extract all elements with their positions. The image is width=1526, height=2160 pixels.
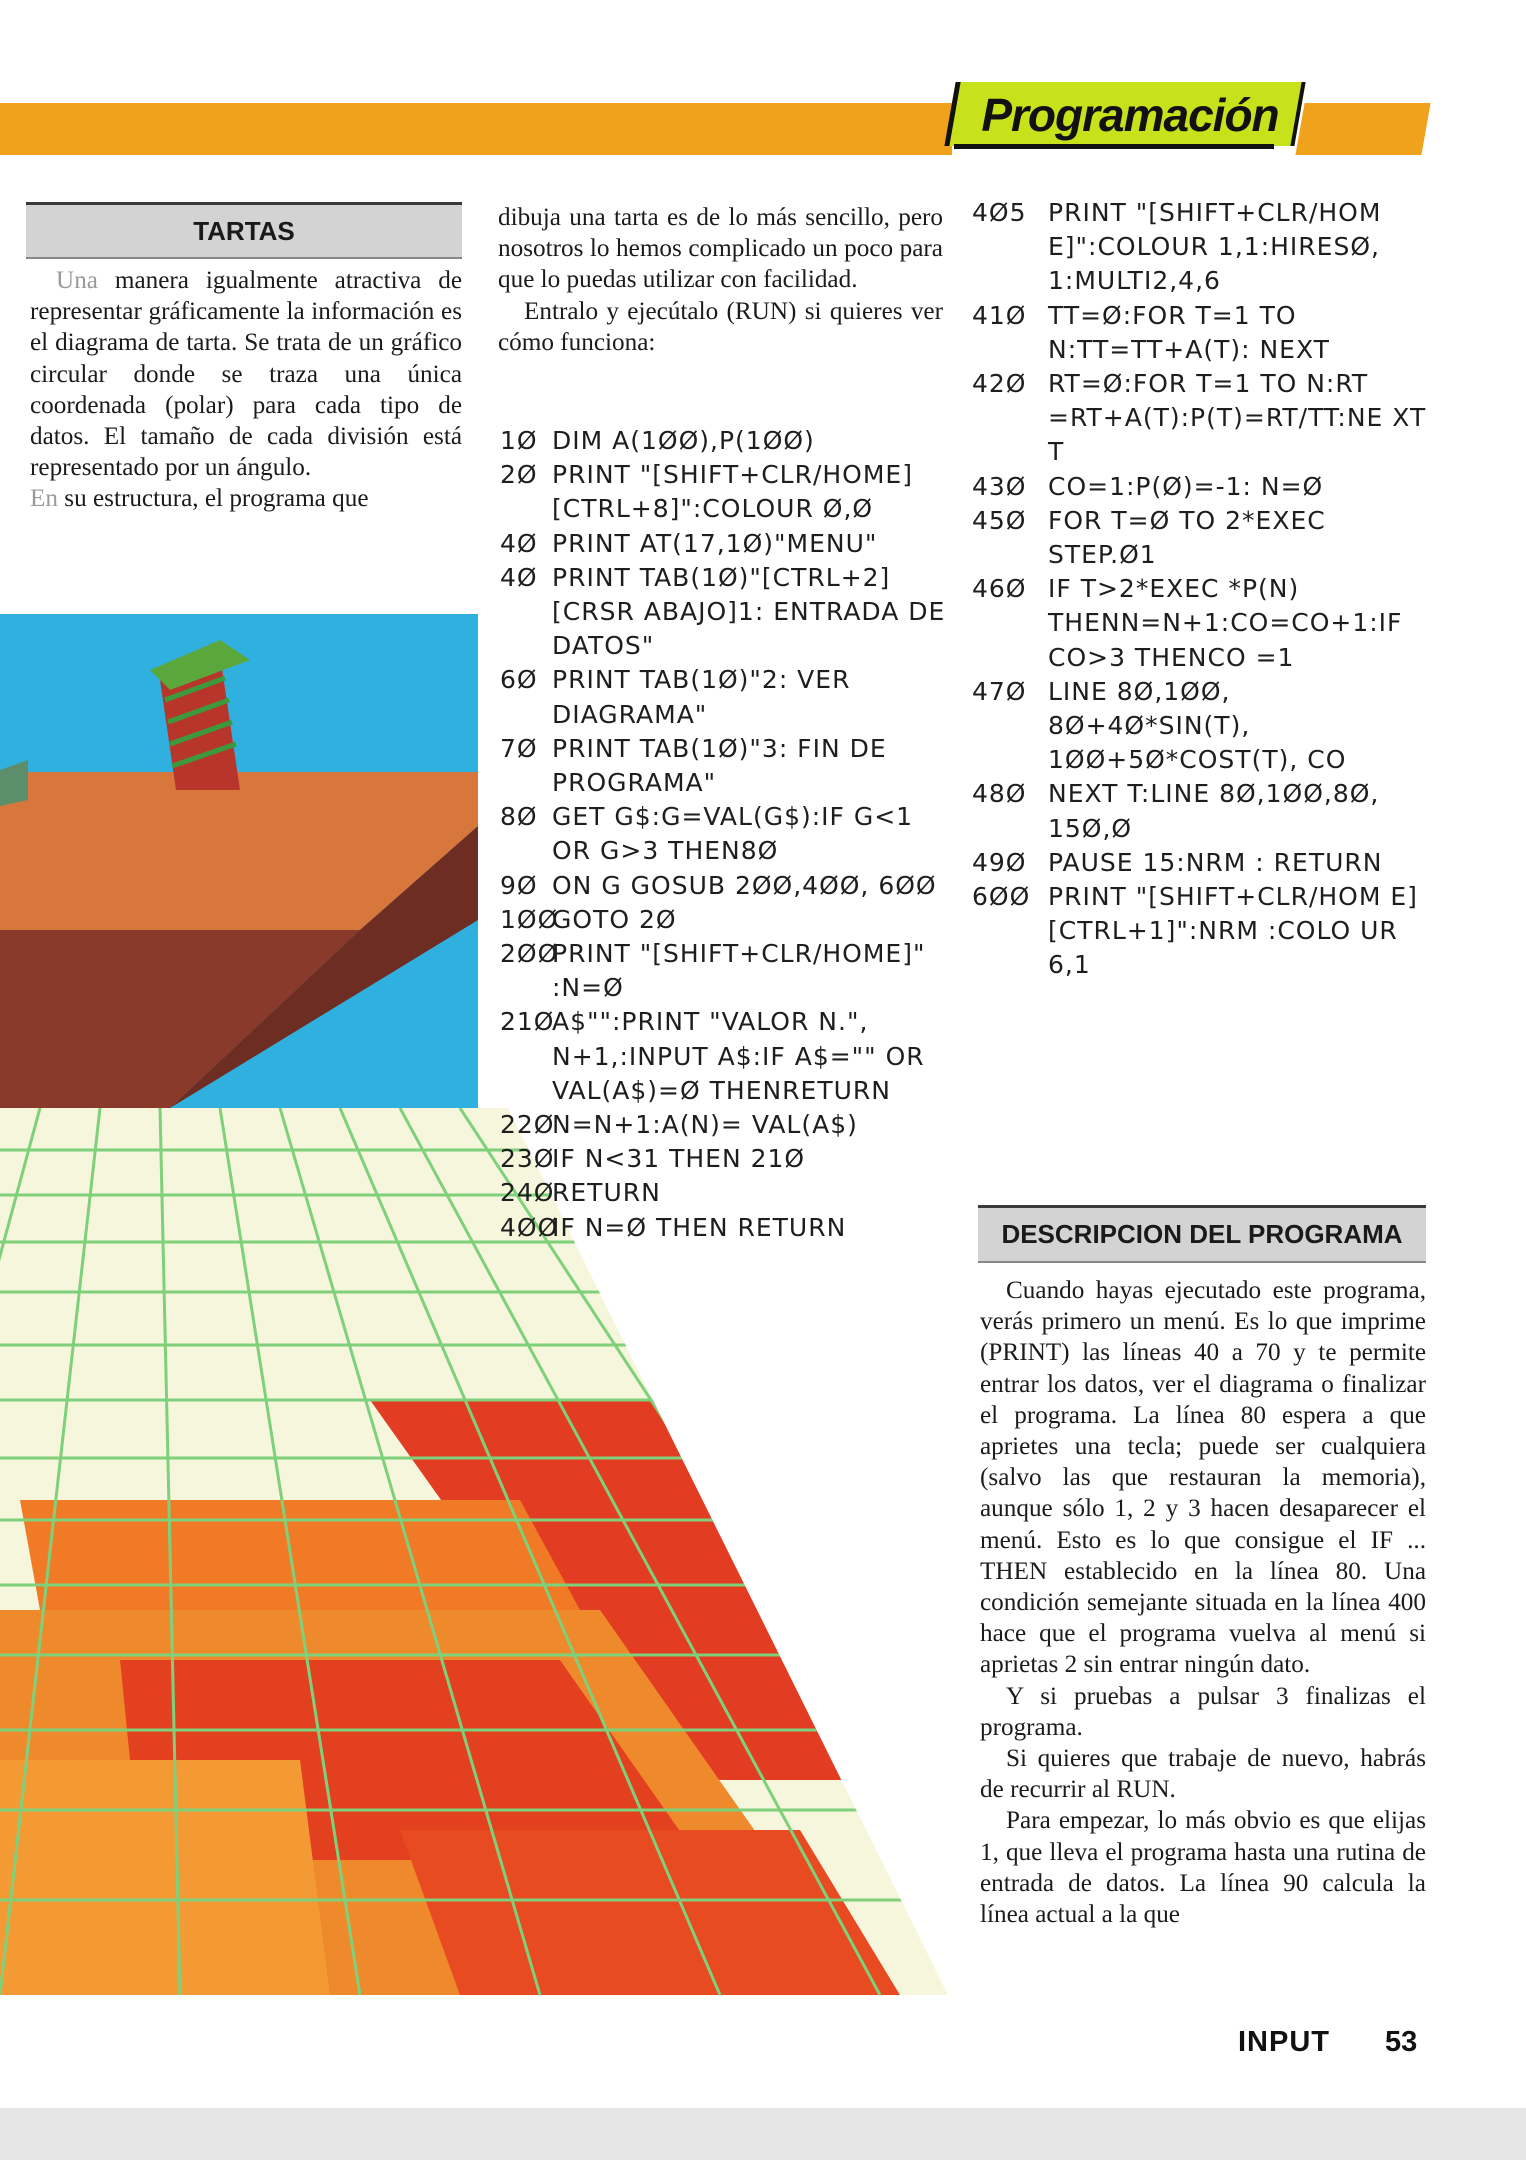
- code-line: [972, 572, 1432, 675]
- code-line: [500, 732, 950, 800]
- line-number: 42Ø: [972, 369, 1027, 399]
- line-number: 4Ø5: [972, 198, 1027, 227]
- code-line: [500, 800, 950, 868]
- line-number: 47Ø: [972, 676, 1027, 706]
- code-statement: A$"":PRINT "VALOR N.", N+1,:INPUT A$:IF A$="" OR VAL(A$)=Ø THENRETURN: [552, 1007, 925, 1105]
- line-number: 41Ø: [972, 300, 1027, 330]
- line-number: 45Ø: [972, 505, 1027, 535]
- code-line: [500, 1142, 950, 1176]
- tartas-paragraph-1: manera igualmente atractiva de representar gráficamente la información es el diagrama de tarta. Se trata de un gráfico circular donde se traza una única coordenada (polar) para cada tipo de datos. El tamaño de cada división está representado por un ángulo.: [30, 267, 462, 482]
- code-statement: GET G$:G=VAL(G$):IF G<1 OR G>3 THEN8Ø: [552, 802, 914, 866]
- code-statement: RETURN: [552, 1178, 661, 1208]
- program-listing-2: [972, 196, 1432, 983]
- code-statement: PAUSE 15:NRM : RETURN: [1048, 847, 1383, 877]
- page-number: 53: [1385, 2026, 1418, 2058]
- line-number: 22Ø: [500, 1110, 555, 1140]
- tartas-text: [30, 265, 462, 515]
- code-statement: GOTO 2Ø: [552, 904, 677, 934]
- code-line: [500, 1176, 950, 1210]
- tartas-paragraph-2: su estructura, el programa que: [57, 485, 369, 513]
- code-line: [500, 869, 950, 903]
- code-statement: NEXT T:LINE 8Ø,1ØØ,8Ø, 15Ø,Ø: [1048, 779, 1380, 843]
- code-statement: LINE 8Ø,1ØØ, 8Ø+4Ø*SIN(T), 1ØØ+5Ø*COST(T), CO: [1048, 676, 1347, 775]
- line-number: 4Ø: [500, 562, 538, 592]
- code-statement: FOR T=Ø TO 2*EXEC STEP.Ø1: [1048, 505, 1326, 570]
- code-statement: PRINT "[SHIFT+CLR/HOM E]":COLOUR 1,1:HIRESØ, 1:MULTI2,4,6: [1048, 198, 1382, 296]
- code-line: [500, 663, 950, 731]
- code-line: [500, 903, 950, 937]
- code-line: [972, 504, 1432, 572]
- program-listing-1: [500, 424, 950, 1245]
- line-number: 9Ø: [500, 870, 538, 900]
- tartas-initial-word: Una: [56, 267, 98, 294]
- code-line: [972, 675, 1432, 778]
- line-number: 21Ø: [500, 1007, 555, 1037]
- section-title: Programación: [981, 89, 1279, 141]
- code-line: [500, 458, 950, 526]
- code-statement: DIM A(1ØØ),P(1ØØ): [552, 426, 815, 455]
- code-statement: PRINT "[SHIFT+CLR/HOME][CTRL+8]":COLOUR Ø,Ø: [552, 460, 913, 524]
- code-line: [500, 1211, 950, 1245]
- descripcion-heading: DESCRIPCION DEL PROGRAMA: [978, 1205, 1426, 1263]
- code-line: [500, 1005, 950, 1108]
- line-number: 2ØØ: [500, 939, 559, 969]
- tartas-heading: TARTAS: [26, 202, 462, 259]
- code-line: [972, 880, 1432, 983]
- line-number: 46Ø: [972, 574, 1027, 604]
- code-line: [500, 424, 950, 458]
- line-number: 4ØØ: [500, 1212, 559, 1242]
- descripcion-paragraph: Cuando hayas ejecutado este programa, verás primero un menú. Es lo que imprime (PRINT) las líneas 40 a 70 y te permite entrar los datos, ver el diagrama o finalizar el programa. La línea 80 espera a que aprietes una tecla; puede ser cualquiera (salvo las que restauran la memoria), aunque sólo 1, 2 y 3 hacen desaparecer el menú. Esto es lo que consigue el IF ... THEN establecido en la línea 80. Una condición semejante situada en la línea 400 hace que el programa vuelva al menú si aprietas 2 sin entrar ningún dato.: [980, 1277, 1426, 1679]
- code-statement: IF N=Ø THEN RETURN: [552, 1212, 847, 1242]
- magazine-name: INPUT: [1238, 2026, 1330, 2058]
- line-number: 24Ø: [500, 1178, 555, 1208]
- line-number: 1Ø: [500, 426, 538, 455]
- code-line: [500, 937, 950, 1005]
- code-statement: PRINT TAB(1Ø)"[CTRL+2][CRSR ABAJO]1: ENTRADA DE DATOS": [552, 562, 946, 661]
- code-statement: IF N<31 THEN 21Ø: [552, 1144, 806, 1174]
- descripcion-paragraph: Para empezar, lo más obvio es que elijas 1, que lleva el programa hasta una rutina de entrada de datos. La línea 90 calcula la línea actual a la que: [980, 1807, 1426, 1929]
- floor-slab: [0, 1760, 330, 1995]
- code-statement: RT=Ø:FOR T=1 TO N:RT =RT+A(T):P(T)=RT/TT:NE XT T: [1048, 369, 1427, 467]
- line-number: 8Ø: [500, 802, 538, 832]
- line-number: 2Ø: [500, 460, 538, 490]
- code-statement: N=N+1:A(N)= VAL(A$): [552, 1110, 858, 1140]
- code-statement: PRINT AT(17,1Ø)"MENU": [552, 528, 878, 558]
- code-line: [500, 561, 950, 664]
- code-statement: CO=1:P(Ø)=-1: N=Ø: [1048, 471, 1324, 501]
- descripcion-text: [980, 1275, 1426, 1930]
- descripcion-paragraph: Y si pruebas a pulsar 3 finalizas el programa.: [980, 1682, 1426, 1741]
- code-line: [972, 196, 1432, 299]
- line-number: 7Ø: [500, 733, 538, 763]
- code-statement: TT=Ø:FOR T=1 TO N:TT=TT+A(T): NEXT: [1048, 300, 1330, 364]
- line-number: 23Ø: [500, 1144, 555, 1174]
- code-line: [972, 299, 1432, 367]
- middle-paragraph-2: Entralo y ejecútalo (RUN) si quieres ver cómo funciona:: [498, 297, 943, 356]
- line-number: 4Ø: [500, 528, 538, 558]
- code-statement: PRINT "[SHIFT+CLR/HOM E][CTRL+1]":NRM :COLO UR 6,1: [1048, 882, 1418, 980]
- middle-intro: [498, 202, 943, 358]
- middle-paragraph-1: dibuja una tarta es de lo más sencillo, pero nosotros lo hemos complicado un poco para que lo puedas utilizar con facilidad.: [498, 204, 943, 294]
- line-number: 1ØØ: [500, 904, 559, 934]
- line-number: 49Ø: [972, 847, 1027, 877]
- code-line: [972, 777, 1432, 845]
- code-statement: PRINT TAB(1Ø)"3: FIN DE PROGRAMA": [552, 733, 887, 798]
- tartas-initial-word-2: En: [30, 485, 58, 513]
- line-number: 6ØØ: [972, 882, 1031, 912]
- code-line: [972, 470, 1432, 504]
- line-number: 43Ø: [972, 471, 1027, 501]
- code-line: [972, 367, 1432, 470]
- line-number: 6Ø: [500, 665, 538, 695]
- code-statement: PRINT "[SHIFT+CLR/HOME]" :N=Ø: [552, 939, 926, 1003]
- code-line: [972, 846, 1432, 880]
- code-statement: IF T>2*EXEC *P(N) THENN=N+1:CO=CO+1:IF CO>3 THENCO =1: [1048, 574, 1403, 672]
- descripcion-paragraph: Si quieres que trabaje de nuevo, habrás de recurrir al RUN.: [980, 1745, 1426, 1804]
- code-statement: PRINT TAB(1Ø)"2: VER DIAGRAMA": [552, 665, 851, 729]
- code-line: [500, 527, 950, 561]
- line-number: 48Ø: [972, 779, 1027, 809]
- code-line: [500, 1108, 950, 1142]
- code-statement: ON G GOSUB 2ØØ,4ØØ, 6ØØ: [552, 870, 937, 900]
